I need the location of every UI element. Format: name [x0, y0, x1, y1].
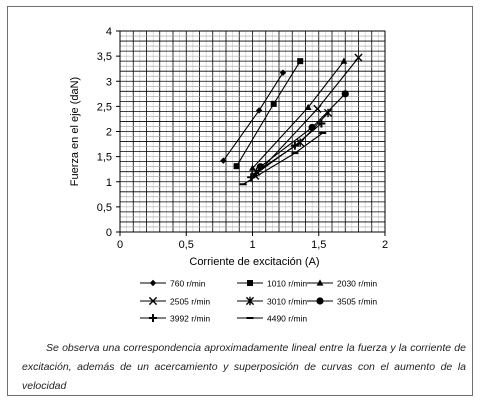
series-6	[257, 90, 349, 170]
legend-label: 2030 r/min	[337, 278, 378, 289]
legend-item	[237, 297, 307, 307]
series-point	[271, 101, 277, 107]
legend-item	[140, 297, 210, 307]
x-tick-label: 1,5	[311, 239, 327, 251]
legend-label: 3505 r/min	[337, 296, 378, 307]
legend-label: 4490 r/min	[267, 313, 308, 324]
legend-marker	[247, 280, 253, 286]
figure-frame	[7, 6, 473, 396]
x-tick-label: 0,5	[178, 239, 194, 251]
y-tick-label: 0,5	[96, 201, 112, 214]
y-tick-label: 2	[105, 126, 112, 139]
legend	[140, 279, 377, 324]
legend-label: 3010 r/min	[267, 296, 308, 307]
legend-label: 760 r/min	[170, 278, 206, 289]
figure-caption	[22, 339, 466, 396]
y-tick-label: 4	[105, 26, 112, 38]
series-layer	[220, 54, 362, 184]
y-tick-label: 1	[105, 176, 112, 189]
legend-item	[307, 297, 377, 307]
legend-marker	[149, 314, 157, 322]
series-point	[234, 163, 240, 169]
y-tick-label: 1,5	[96, 151, 112, 164]
legend-marker	[150, 280, 156, 286]
x-tick-label: 0	[116, 239, 124, 251]
series-point	[297, 58, 303, 64]
x-axis-label: Corriente de excitación (A)	[189, 256, 320, 268]
caption-text: Se observa una correspondencia aproximadamente lineal entre la fuerza y la corriente de excitación, además de un acercamiento y superposición de curvas con el aumento de la velocidad	[22, 342, 466, 392]
y-tick-label: 0	[105, 227, 112, 239]
series-point	[309, 124, 316, 131]
x-tick-label: 1	[249, 239, 256, 251]
chart	[8, 7, 472, 337]
series-point	[341, 58, 348, 64]
legend-label: 1010 r/min	[267, 278, 308, 289]
legend-item	[237, 314, 307, 324]
legend-item	[237, 279, 307, 289]
y-tick-label: 2,5	[96, 101, 112, 114]
legend-label: 2505 r/min	[170, 296, 211, 307]
series-point	[342, 90, 349, 97]
series-point	[280, 70, 286, 76]
y-tick-label: 3,5	[96, 51, 112, 64]
x-tick-label: 2	[381, 239, 389, 251]
legend-marker	[316, 297, 323, 304]
legend-item	[307, 279, 377, 289]
y-axis-label: Fuerza en el eje (daN)	[69, 76, 81, 187]
legend-label: 3992 r/min	[170, 313, 211, 324]
y-tick-label: 3	[105, 76, 112, 89]
legend-item	[140, 314, 210, 324]
legend-item	[140, 279, 206, 289]
